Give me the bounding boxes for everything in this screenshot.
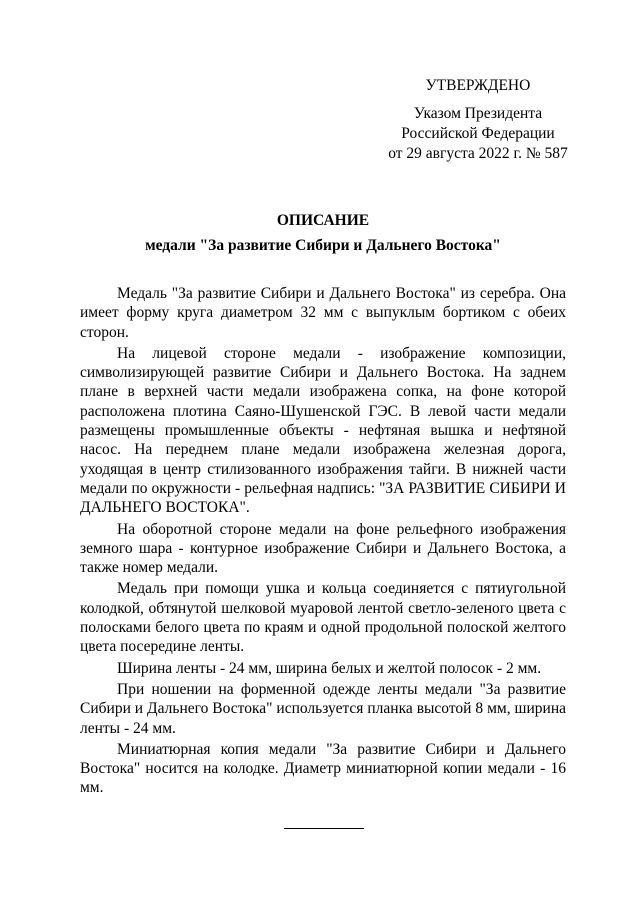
paragraph-ribbon: Медаль при помощи ушка и кольца соединяется с пятиугольной колодкой, обтянутой шелковой муаровой лентой светло-зеленого цвета с полосками белого цвета по краям и одной продольной полоской желтого цвета посередине ленты. <box>80 580 566 656</box>
approval-stamp <box>378 76 578 164</box>
paragraph-material: Медаль "За развитие Сибири и Дальнего Востока" из серебра. Она имеет форму круга диаметром 32 мм с выпуклым бортиком с обеих сторон. <box>80 285 566 341</box>
paragraph-uniform-bar: При ношении на форменной одежде ленты медали "За развитие Сибири и Дальнего Востока" используется планка высотой 8 мм, ширина ленты - 24 мм. <box>80 680 566 737</box>
paragraph-ribbon-width: Ширина ленты - 24 мм, ширина белых и желтой полосок - 2 мм. <box>117 659 542 677</box>
paragraph-reverse: На оборотной стороне медали на фоне рельефного изображения земного шара - контурное изображение Сибири и Дальнего Востока, а также номер медали. <box>80 520 566 577</box>
paragraph-obverse: На лицевой стороне медали - изображение композиции, символизирующей развитие Сибири и Дальнего Востока. На заднем плане в верхней части медали изображена сопка, на фоне которой расположена плотина Саяно-Шушенской ГЭС. В левой части медали размещены промышленные объекты - нефтяная вышка и нефтяной насос. На переднем плане медали изображена железная дорога, уходящая в центр стилизованного изображения тайги. В нижней части медали по окружности - рельефная надпись: "ЗА РАЗВИТИЕ СИБИРИ И ДАЛЬНЕГО ВОСТОКА". <box>80 344 566 517</box>
paragraph-miniature: Миниатюрная копия медали "За развитие Сибири и Дальнего Востока" носится на колодке. Диаметр миниатюрной копии медали - 16 мм. <box>80 740 566 797</box>
document-body <box>80 284 566 800</box>
approval-line-decree: Указом Президента <box>413 105 543 122</box>
end-divider <box>284 828 364 829</box>
document-title: ОПИСАНИЕ <box>276 212 370 229</box>
document-header <box>80 211 566 256</box>
approval-line-country: Российской Федерации <box>401 125 555 142</box>
approval-line-date: от 29 августа 2022 г. № 587 <box>388 145 568 162</box>
approval-title: УТВЕРЖДЕНО <box>425 77 531 94</box>
document-subtitle: медали "За развитие Сибири и Дальнего Востока" <box>145 237 501 254</box>
